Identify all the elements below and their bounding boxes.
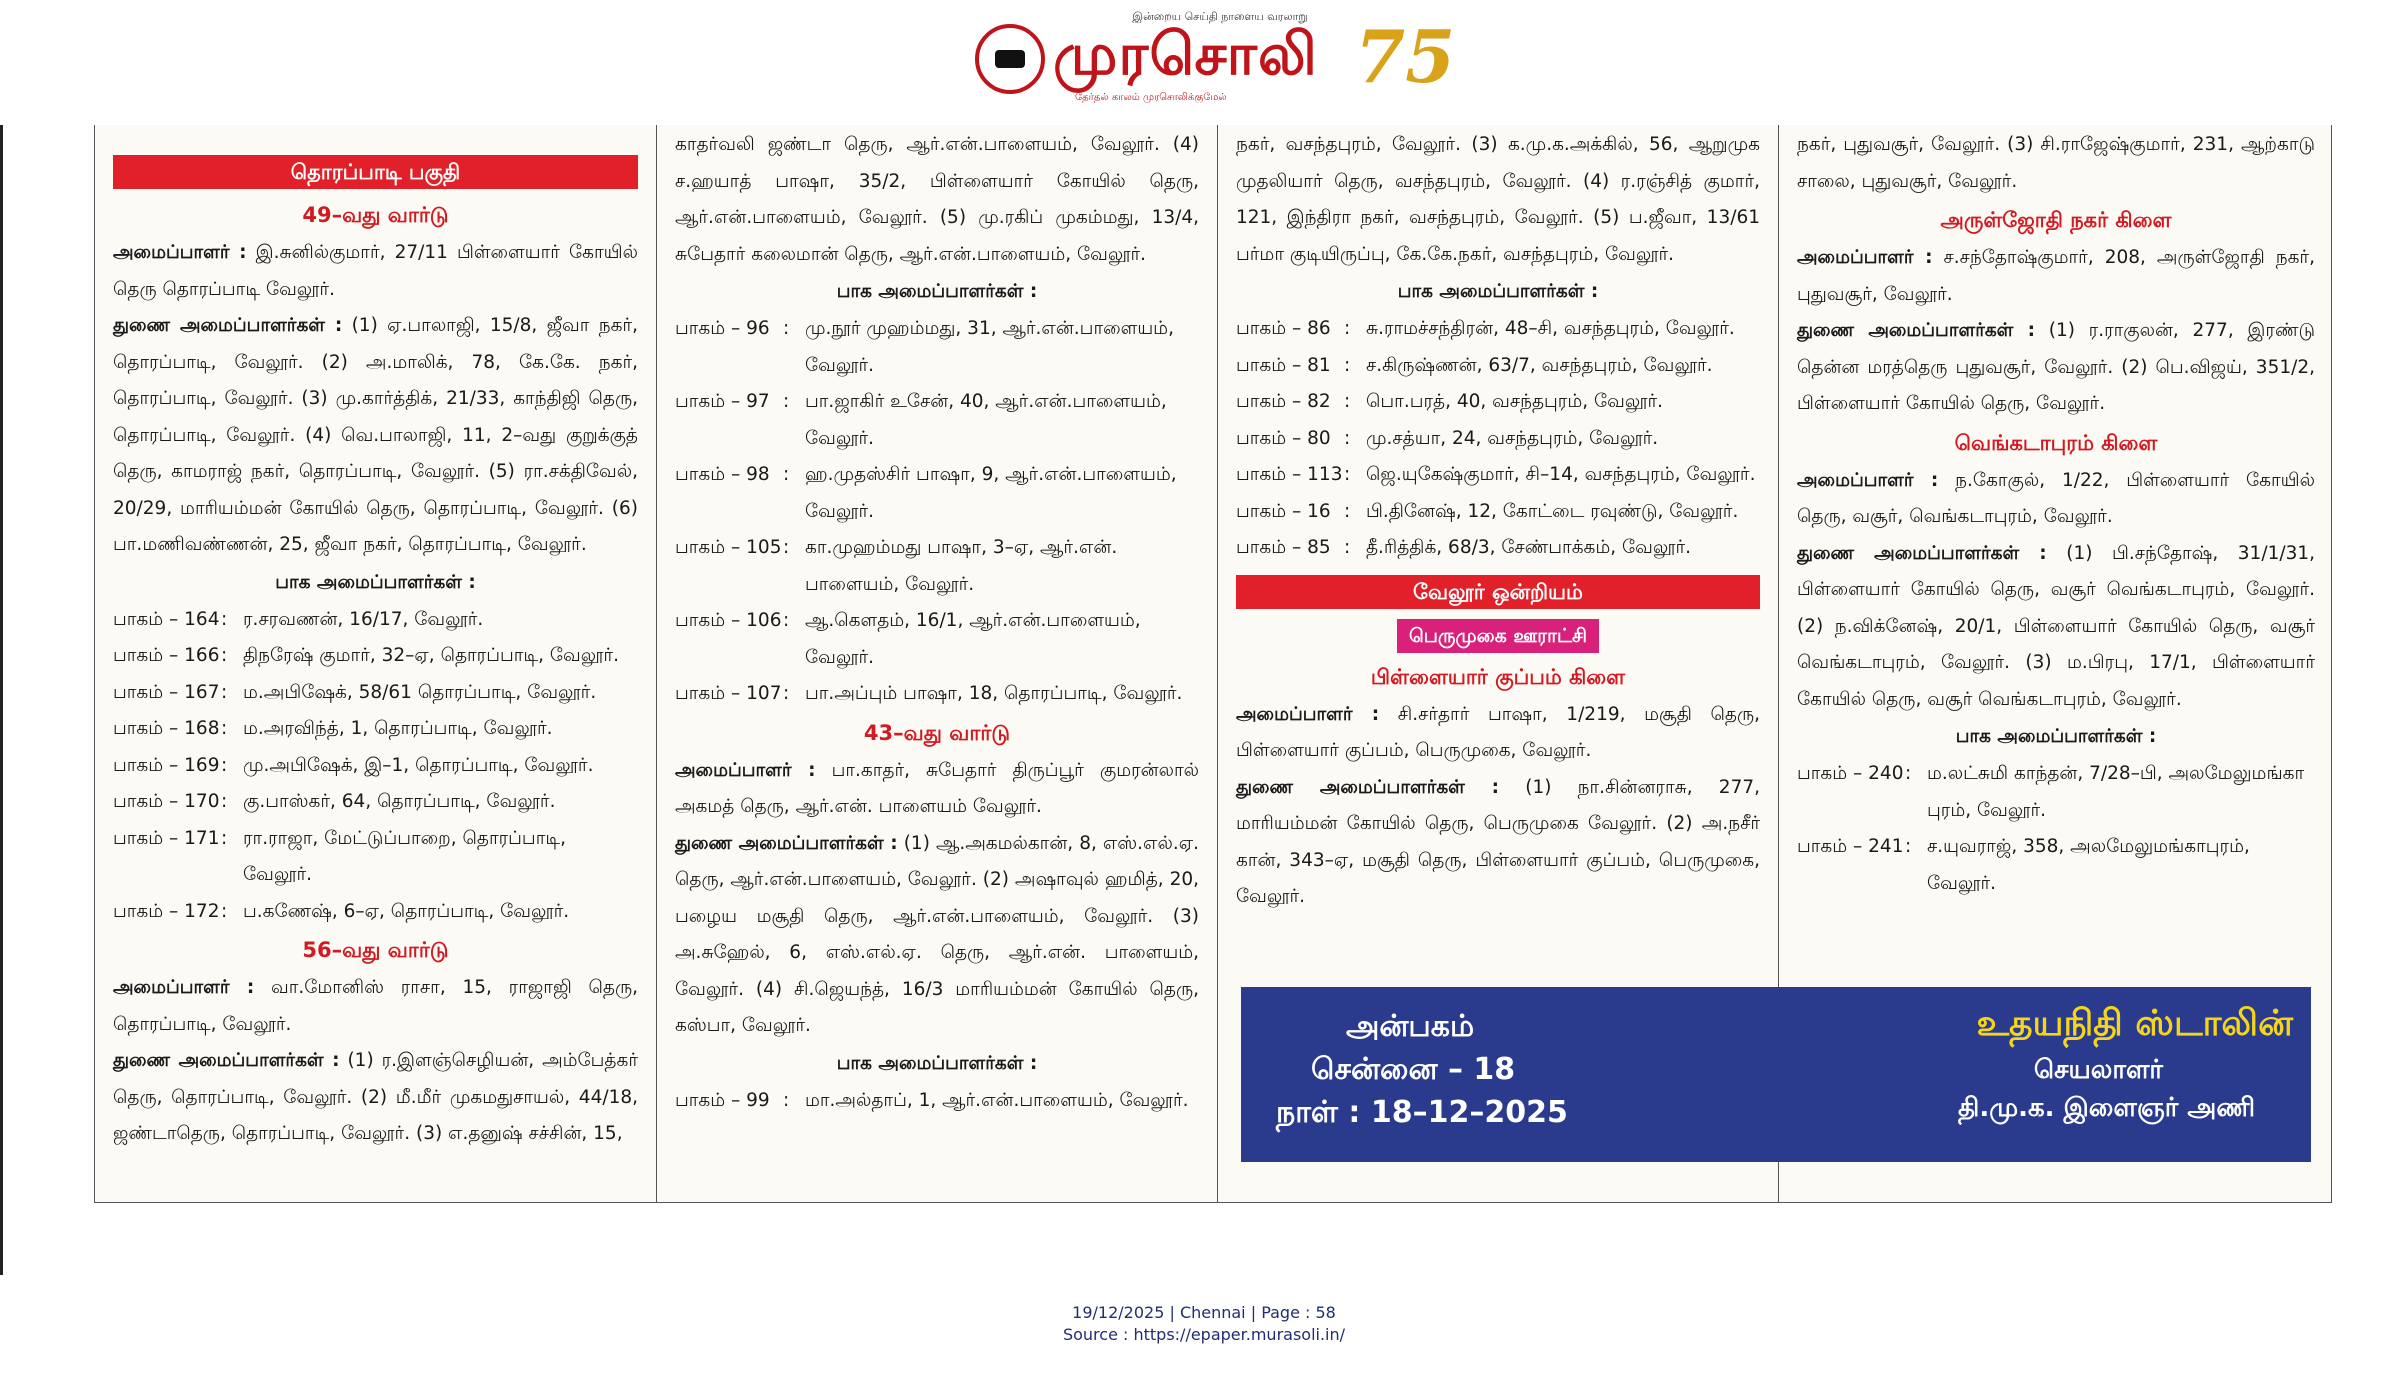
signatory-org: தி.மு.க. இளைஞர் அணி <box>1958 1093 2255 1123</box>
booth-row <box>113 675 638 712</box>
booth-number: பாகம் – 96 <box>675 318 770 339</box>
signature-box <box>1241 987 2311 1162</box>
booth-heading: பாக அமைப்பாளர்கள் : <box>1955 726 2157 747</box>
organizer-entry: அமைப்பாளர் : பா.காதர், சுபேதார் திருப்பூர் குமரன்லால் அகமத் தெரு, ஆர்.என். பாளையம் வேலூர். <box>675 759 1199 817</box>
booth-row <box>1236 348 1760 385</box>
anniversary-badge: 75 <box>1355 14 1456 99</box>
booth-number: பாகம் – 169 <box>113 754 220 776</box>
booth-number: பாகம் – 99 <box>675 1089 770 1111</box>
booth-row <box>113 748 638 785</box>
booth-organizer: திநரேஷ் குமார், 32–ஏ, தொரப்பாடி, வேலூர். <box>243 645 619 666</box>
continued-text: நகர், புதுவசூர், வேலூர். (3) சி.ராஜேஷ்குமார், 231, ஆற்காடு சாலை, புதுவசூர், வேலூர். <box>1797 134 2315 192</box>
booth-row <box>1236 421 1760 458</box>
organizer-entry: அமைப்பாளர் : இ.சுனில்குமார், 27/11 பிள்ளையார் கோயில் தெரு தொரப்பாடி வேலூர். <box>113 242 638 300</box>
booth-number: பாகம் – 16 <box>1236 500 1331 522</box>
panchayat-label: பெருமுகை ஊராட்சி <box>1397 619 1599 653</box>
separator: : <box>1344 354 1351 376</box>
booth-number: பாகம் – 80 <box>1236 427 1331 449</box>
booth-organizer: ம.லட்சுமி காந்தன், 7/28–பி, அலமேலுமங்கா புரம், வேலூர். <box>1927 763 2305 821</box>
booth-row <box>1236 384 1760 421</box>
booth-organizer: கு.பாஸ்கர், 64, தொரப்பாடி, வேலூர். <box>243 791 556 812</box>
branch-heading: பிள்ளையார் குப்பம் கிளை <box>1370 664 1626 689</box>
separator: : <box>783 464 790 485</box>
booth-row <box>113 894 638 931</box>
continued-text: காதர்வலி ஜண்டா தெரு, ஆர்.என்.பாளையம், வேலூர். (4) ச.ஹயாத் பாஷா, 35/2, பிள்ளையார் கோயில் தெரு, ஆர்.என்.பாளையம், வேலூர். (5) மு.ரகிப் முகம்மது, 13/4, சுபேதார் கலைமான் தெரு, ஆர்.என்.பாளையம், வேலூர். <box>675 134 1199 265</box>
branch-heading: வெங்கடாபுரம் கிளை <box>1954 430 2158 455</box>
branch-heading: அருள்ஜோதி நகர் கிளை <box>1940 208 2172 232</box>
booth-organizer: ஆ.கௌதம், 16/1, ஆர்.என்.பாளையம், வேலூர். <box>805 610 1141 668</box>
organizer-entry: அமைப்பாளர் : சி.சர்தார் பாஷா, 1/219, மசூதி தெரு, பிள்ளையார் குப்பம், பெருமுகை, வேலூர். <box>1236 703 1760 761</box>
booth-heading: பாக அமைப்பாளர்கள் : <box>836 1052 1038 1074</box>
separator: : <box>783 537 790 558</box>
booth-row <box>1236 457 1760 494</box>
booth-number: பாகம் – 98 <box>675 464 770 485</box>
column-2 <box>656 125 1217 1203</box>
booth-organizer: பி.தினேஷ், 12, கோட்டை ரவுண்டு, வேலூர். <box>1366 500 1739 522</box>
booth-list <box>1236 311 1760 567</box>
separator: : <box>221 718 228 739</box>
booth-organizer: ம.அரவிந்த், 1, தொரப்பாடி, வேலூர். <box>243 718 553 739</box>
booth-organizer: பா.அப்பும் பாஷா, 18, தொரப்பாடி, வேலூர். <box>805 683 1183 704</box>
party-emblem-icon <box>975 24 1045 94</box>
page-edge-line <box>0 125 3 1275</box>
booth-list <box>1797 756 2315 902</box>
booth-heading: பாக அமைப்பாளர்கள் : <box>1397 281 1599 302</box>
section-banner: தொரப்பாடி பகுதி <box>113 155 638 189</box>
booth-organizer: மு.அபிஷேக், இ–1, தொரப்பாடி, வேலூர். <box>243 754 594 776</box>
booth-row <box>1797 829 2315 902</box>
masthead <box>0 0 2408 125</box>
booth-number: பாகம் – 241 <box>1797 836 1904 857</box>
booth-number: பாகம் – 107 <box>675 683 782 704</box>
organizer-entry: அமைப்பாளர் : ந.கோகுல், 1/22, பிள்ளையார் கோயில் தெரு, வசூர், வெங்கடாபுரம், வேலூர். <box>1797 469 2315 527</box>
deputies-entry: துணை அமைப்பாளர்கள் : (1) ர.இளஞ்செழியன், அம்பேத்கர் தெரு, தொரப்பாடி, வேலூர். (2) மீ.மீர் முகமதுசாயல், 44/18, ஜண்டாதெரு, தொரப்பாடி, வேலூர். (3) எ.தனுஷ் சச்சின், 15, <box>113 1050 638 1144</box>
booth-number: பாகம் – 172 <box>113 900 220 922</box>
separator: : <box>221 900 228 922</box>
booth-row <box>675 603 1199 676</box>
separator: : <box>783 318 790 339</box>
separator: : <box>783 683 790 704</box>
booth-organizer: தீ.ரித்திக், 68/3, சேண்பாக்கம், வேலூர். <box>1366 537 1692 558</box>
booth-heading: பாக அமைப்பாளர்கள் : <box>836 281 1038 302</box>
separator: : <box>1344 500 1351 522</box>
booth-organizer: மா.அல்தாப், 1, ஆர்.என்.பாளையம், வேலூர். <box>805 1089 1189 1111</box>
booth-row <box>113 711 638 748</box>
booth-row <box>113 821 638 894</box>
booth-organizer: மு.சத்யா, 24, வசந்தபுரம், வேலூர். <box>1366 427 1659 449</box>
continued-text: நகர், வசந்தபுரம், வேலூர். (3) க.மு.க.அக்கில், 56, ஆறுமுக முதலியார் தெரு, வசந்தபுரம், வேலூர். (4) ர.ரஞ்சித் குமார், 121, இந்திரா நகர், வசந்தபுரம், வேலூர். (5) ப.ஜீவா, 13/61 பர்மா குடியிருப்பு, கே.கே.நகர், வசந்தபுரம், வேலூர். <box>1236 134 1760 265</box>
booth-number: பாகம் – 166 <box>113 645 220 666</box>
booth-list <box>675 1083 1199 1120</box>
organizer-entry: அமைப்பாளர் : ச.சந்தோஷ்குமார், 208, அருள்ஜோதி நகர், புதுவசூர், வேலூர். <box>1797 247 2315 305</box>
footer-date-page: 19/12/2025 | Chennai | Page : 58 <box>1072 1303 1336 1322</box>
booth-number: பாகம் – 105 <box>675 537 782 558</box>
ward-heading: 56–வது வார்டு <box>302 938 449 962</box>
separator: : <box>1344 391 1351 412</box>
signatory-role: செயலாளர் <box>2033 1055 2163 1085</box>
newspaper-name: முரசொலி <box>1053 20 1318 88</box>
booth-number: பாகம் – 97 <box>675 391 770 412</box>
separator: : <box>1344 427 1351 449</box>
deputies-entry: துணை அமைப்பாளர்கள் : (1) ர.ராகுலன், 277, இரண்டு தென்ன மரத்தெரு புதுவசூர், வேலூர். (2) பெ.விஜய், 351/2, பிள்ளையார் கோயில் தெரு, வேலூர். <box>1797 320 2315 414</box>
deputies-entry: துணை அமைப்பாளர்கள் : (1) பி.சந்தோஷ், 31/1/31, பிள்ளையார் கோயில் தெரு, வசூர் வெங்கடாபுரம், வேலூர். (2) ந.விக்னேஷ், 20/1, பிள்ளையார் கோயில் தெரு, வசூர் வெங்கடாபுரம், வேலூர். (3) ம.பிரபு, 17/1, பிள்ளையார் கோயில் தெரு, வசூர் வெங்கடாபுரம், வேலூர். <box>1797 542 2315 710</box>
separator: : <box>1905 763 1912 784</box>
separator: : <box>783 610 790 631</box>
booth-number: பாகம் – 86 <box>1236 318 1331 339</box>
separator: : <box>221 827 228 849</box>
logo-tagline: இன்றைய செய்தி நாளைய வரலாறு <box>1132 10 1308 23</box>
booth-organizer: ஜெ.யுகேஷ்குமார், சி–14, வசந்தபுரம், வேலூர். <box>1366 464 1756 485</box>
booth-row <box>675 384 1199 457</box>
organizer-entry: அமைப்பாளர் : வா.மோனிஸ் ராசா, 15, ராஜாஜி தெரு, தொரப்பாடி, வேலூர். <box>113 977 638 1035</box>
booth-row <box>1236 530 1760 567</box>
booth-row <box>1236 494 1760 531</box>
signature-city: சென்னை – 18 <box>1311 1052 1516 1087</box>
deputies-entry: துணை அமைப்பாளர்கள் : (1) ஆ.அகமல்கான், 8, எஸ்.எல்.ஏ. தெரு, ஆர்.என்.பாளையம், வேலூர். (2) அஷாவுல் ஹமித், 20, பழைய மசூதி தெரு, ஆர்.என்.பாளையம், வேலூர். (3) அ.சுஹேல், 6, எஸ்.எல்.ஏ. தெரு, ஆர்.என். பாளையம், வேலூர். (4) சி.ஜெயந்த், 16/3 மாரியம்மன் கோயில் தெரு, கஸ்பா, வேலூர். <box>675 832 1199 1036</box>
page-footer <box>0 1302 2408 1346</box>
booth-organizer: ர.சரவணன், 16/17, வேலூர். <box>243 608 484 630</box>
booth-row <box>675 530 1199 603</box>
booth-organizer: ஹ.முதஸ்சிர் பாஷா, 9, ஆர்.என்.பாளையம், வேலூர். <box>805 464 1177 522</box>
booth-organizer: பொ.பரத், 40, வசந்தபுரம், வேலூர். <box>1366 391 1664 412</box>
column-1 <box>95 125 656 1203</box>
booth-number: பாகம் – 113 <box>1236 464 1343 485</box>
booth-organizer: ச.கிருஷ்ணன், 63/7, வசந்தபுரம், வேலூர். <box>1366 354 1713 376</box>
booth-organizer: மு.நூர் முஹம்மது, 31, ஆர்.என்.பாளையம், வேலூர். <box>805 318 1174 376</box>
booth-number: பாகம் – 168 <box>113 718 220 739</box>
ward-heading: 49–வது வார்டு <box>302 203 449 227</box>
signature-place: அன்பகம் <box>1346 1009 1475 1044</box>
booth-row <box>113 602 638 639</box>
booth-row <box>113 784 638 821</box>
separator: : <box>1905 836 1912 857</box>
booth-organizer: ச.யுவராஜ், 358, அலமேலுமங்காபுரம், வேலூர். <box>1927 836 2250 894</box>
deputies-entry: துணை அமைப்பாளர்கள் : (1) நா.சின்னராசு, 277, மாரியம்மன் கோயில் தெரு, பெருமுகை வேலூர். (2) அ.நசீர் கான், 343–ஏ, மசூதி தெரு, பிள்ளையார் குப்பம், பெருமுகை, வேலூர். <box>1236 776 1760 907</box>
booth-list <box>113 602 638 931</box>
booth-organizer: கா.முஹம்மது பாஷா, 3–ஏ, ஆர்.என். பாளையம், வேலூர். <box>805 537 1118 595</box>
separator: : <box>783 1089 790 1111</box>
booth-row <box>675 1083 1199 1120</box>
booth-organizer: ப.கணேஷ், 6–ஏ, தொரப்பாடி, வேலூர். <box>243 900 570 922</box>
booth-number: பாகம் – 171 <box>113 827 220 849</box>
separator: : <box>783 391 790 412</box>
separator: : <box>221 791 228 812</box>
signature-date: நாள் : 18–12–2025 <box>1276 1095 1568 1130</box>
booth-number: பாகம் – 85 <box>1236 537 1331 558</box>
booth-row <box>1236 311 1760 348</box>
booth-heading: பாக அமைப்பாளர்கள் : <box>275 571 476 593</box>
booth-organizer: பா.ஜாகிர் உசேன், 40, ஆர்.என்.பாளையம், வேலூர். <box>805 391 1167 449</box>
booth-row <box>1797 756 2315 829</box>
separator: : <box>221 608 228 630</box>
booth-organizer: சு.ராமச்சந்திரன், 48–சி, வசந்தபுரம், வேலூர். <box>1366 318 1735 339</box>
booth-number: பாகம் – 164 <box>113 608 220 630</box>
section-banner: வேலூர் ஒன்றியம் <box>1236 575 1760 609</box>
separator: : <box>221 645 228 666</box>
signatory-name: உதயநிதி ஸ்டாலின் <box>1976 1003 2293 1044</box>
booth-organizer: ம.அபிஷேக், 58/61 தொரப்பாடி, வேலூர். <box>243 681 597 703</box>
booth-row <box>675 457 1199 530</box>
booth-number: பாகம் – 167 <box>113 681 220 703</box>
separator: : <box>1344 464 1351 485</box>
separator: : <box>1344 318 1351 339</box>
separator: : <box>221 754 228 776</box>
booth-row <box>675 676 1199 713</box>
booth-number: பாகம் – 170 <box>113 791 220 812</box>
booth-organizer: ரா.ராஜா, மேட்டுப்பாறை, தொரப்பாடி, வேலூர். <box>243 827 566 885</box>
ward-heading: 43–வது வார்டு <box>863 720 1011 745</box>
booth-number: பாகம் – 240 <box>1797 763 1904 784</box>
deputies-entry: துணை அமைப்பாளர்கள் : (1) ஏ.பாலாஜி, 15/8, ஜீவா நகர், தொரப்பாடி, வேலூர். (2) அ.மாலிக், 78, கே.கே. நகர், தொரப்பாடி, வேலூர். (3) மு.கார்த்திக், 21/33, காந்திஜி தெரு, தொரப்பாடி, வேலூர். (4) வெ.பாலாஜி, 11, 2–வது குறுக்குத் தெரு, காமராஜ் நகர், தொரப்பாடி, வேலூர். (5) ரா.சக்திவேல், 20/29, மாரியம்மன் கோயில் தெரு, தொரப்பாடி, வேலூர். (6) பா.மணிவண்ணன், 25, ஜீவா நகர், தொரப்பாடி, வேலூர். <box>113 315 638 555</box>
separator: : <box>221 681 228 703</box>
booth-number: பாகம் – 82 <box>1236 391 1331 412</box>
logo-subtitle: தேர்தல் காலம் முரசொலிக்குமேல் <box>1075 92 1227 103</box>
newspaper-logo[interactable] <box>975 10 1456 110</box>
booth-row <box>675 311 1199 384</box>
separator: : <box>1344 537 1351 558</box>
booth-row <box>113 638 638 675</box>
footer-source-link[interactable]: Source : https://epaper.murasoli.in/ <box>1062 1325 1346 1344</box>
booth-number: பாகம் – 81 <box>1236 354 1331 376</box>
booth-number: பாகம் – 106 <box>675 610 782 631</box>
booth-list <box>675 311 1199 713</box>
